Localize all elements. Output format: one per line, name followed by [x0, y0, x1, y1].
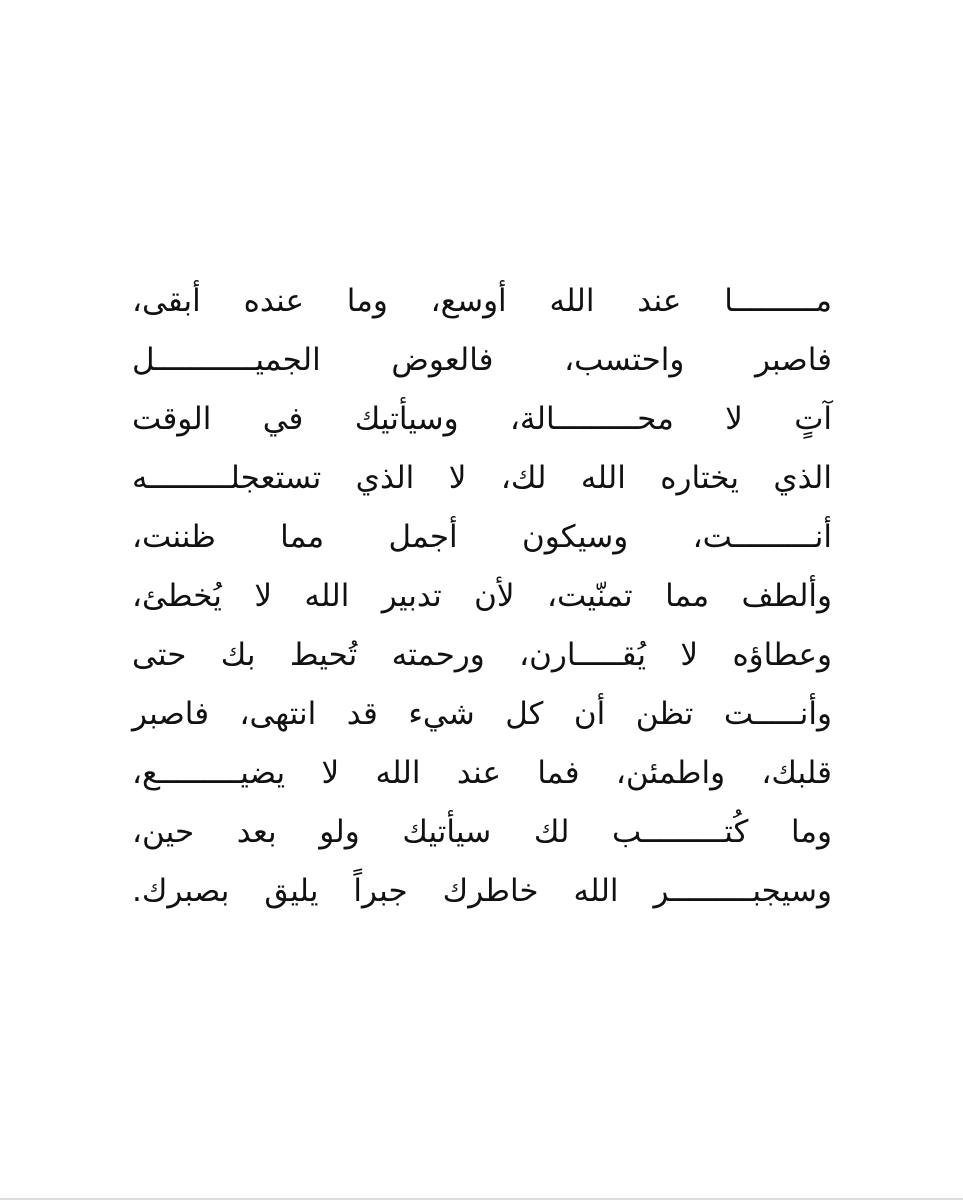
poem-line: فاصبر واحتسب، فالعوض الجميـــــــــــل	[132, 342, 832, 378]
poem-line: وعطاؤه لا يُقـــــارن، ورحمته تُحيط بك حتى	[132, 637, 832, 673]
poem-line: الذي يختاره الله لك، لا الذي تستعجلـــــــــه	[132, 460, 832, 496]
poem-line: آتٍ لا محـــــــــالة، وسيأتيك في الوقت	[132, 401, 832, 437]
poem-line: مـــــــــا عند الله أوسع، وما عنده أبقى،	[132, 283, 832, 319]
poem-line: قلبك، واطمئن، فما عند الله لا يضيـــــــــع،	[132, 755, 832, 791]
poem-line: وألطف مما تمنّيت، لأن تدبير الله لا يُخطئ،	[132, 578, 832, 614]
poem-line: وأنـــــت تظن أن كل شيء قد انتهى، فاصبر	[132, 696, 832, 732]
poem-text-block	[132, 272, 832, 921]
poem-line: وما كُتـــــــــب لك سيأتيك ولو بعد حين،	[132, 814, 832, 850]
poem-line: وسيجبـــــــــر الله خاطرك جبراً يليق بصبرك.	[132, 873, 832, 909]
poem-line: أنـــــــــت، وسيكون أجمل مما ظننت،	[132, 519, 832, 555]
